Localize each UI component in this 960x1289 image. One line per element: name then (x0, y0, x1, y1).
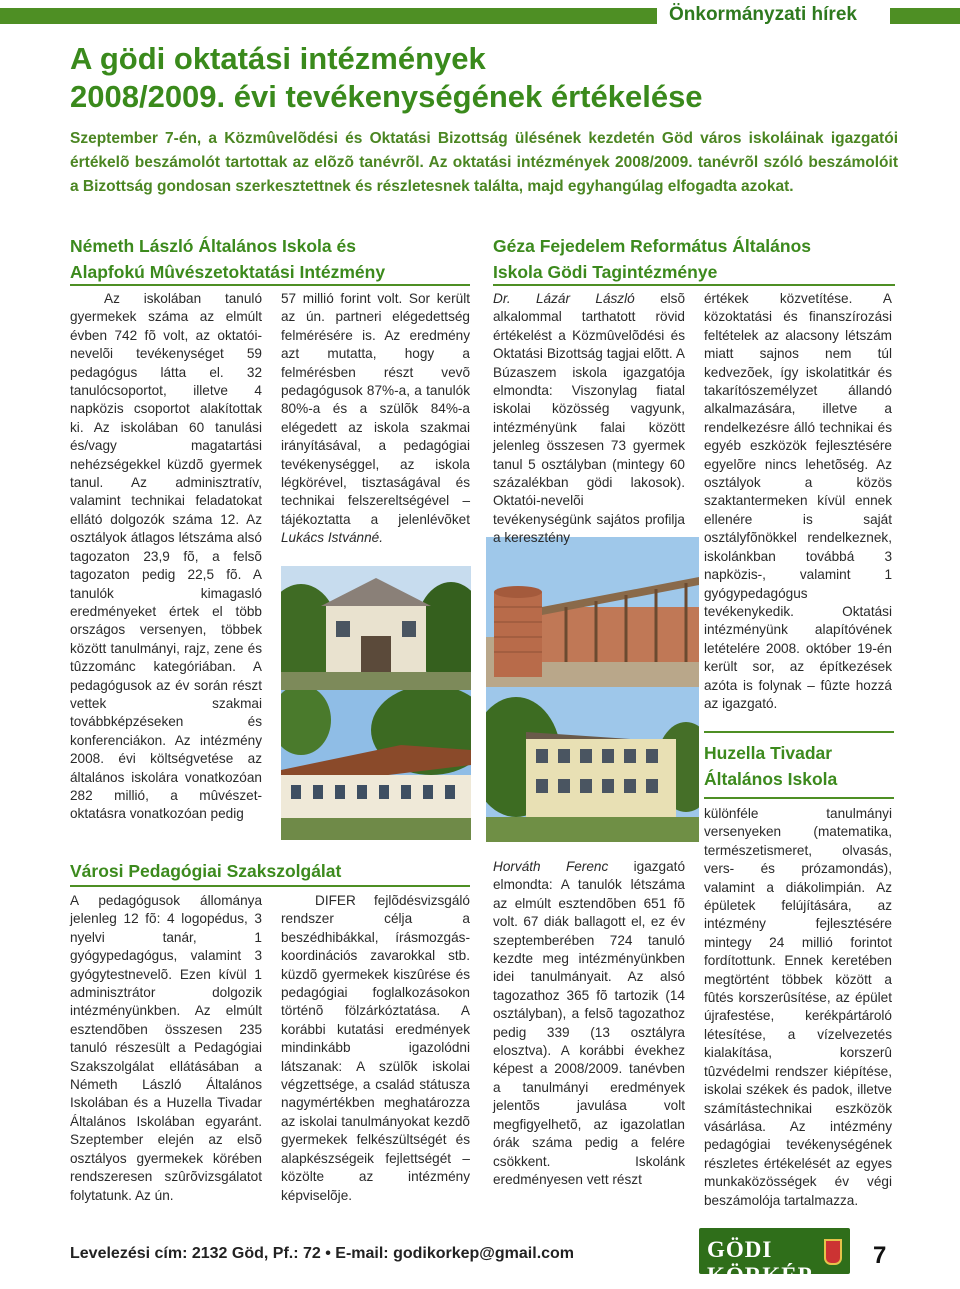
huzella-text-2: különféle tanulmányi versenyeken (matematika, természetismeret, olvasás, vers- és prózamondás), valamint a diákolimpián. Az épületek felújítására, az intézmény fejlesztésére mintegy 24 millió forintot fordítottunk. Ennek keretében megtörtént többek között a fûtés korszerûsítése, az épület újrafestése, kerékpártároló létesítése, a vízelvezetés kialakítása, korszerû tûzvédelmi rendszer kiépítése, iskolai székek és padok, illetve számítástechnikai eszközök vásárlása. Az intézmény pedagógiai tevékenységének részletes értékelését az egyes munkaközösségek év végi beszámolója tartalmazza. (704, 806, 892, 1208)
huzella-text-1-body: igazgató elmondta: A tanulók létszáma az elmúlt esztendõben 651 fõ volt. 67 diák ballagott el, ez év szeptemberében 724 tanuló kezdte meg intézményünkben idei tanulmányait. Az alsó tagozathoz 365 fõ tartozik (14 osztályban), a felsõ tagozathoz pedig 339 (13 osztályra elosztva). A korábbi évekhez képest a 2008/2009. tanévben a tanulmányi eredmények jelentõs javulása volt megfigyelhetõ, az igazolatlan órák száma pedig a felére csökkent. Iskolánk eredményesen vett részt (493, 859, 686, 1187)
masthead-logo (699, 1228, 850, 1288)
title-line-1: A gödi oktatási intézmények (70, 41, 486, 76)
school-photo-middle (281, 690, 471, 840)
huzella-heading-line-1: Huzella Tivadar (704, 743, 833, 763)
varosi-text-1: A pedagógusok állománya jelenleg 12 fõ: 4 logopédus, 3 nyelvi tanár, 1 gyógypedagógus, valamint 3 gyógytestnevelõ. Ezen kívül 1 adminisztrátor dolgozik intézményünkben. Az elmúlt esztendõben összesen 235 tanuló részesült a Pedagógiai Szakszolgálat ellátásában a Németh László Általános Iskolában és a Huzella Tivadar Általános Iskolában egyaránt. Szeptember elején az elsõ osztályos gyermekek körében rendszeresen szûrõvizsgálatot folytatunk. Az ún. (70, 893, 262, 1203)
huzella-heading (704, 740, 837, 792)
varosi-column-1 (70, 892, 262, 1205)
huzella-top-rule (704, 731, 894, 733)
huzella-principal-name: Horváth Ferenc (493, 859, 609, 874)
section-tag: Önkormányzati hírek (669, 4, 857, 25)
geza-text-1-body: elsõ alkalommal tarthatott rövid értékelést a Közmûvelõdési és Oktatási Bizottság tagjai elõtt. A Búzaszem iskola igazgatója elmondta: Viszonylag fiatal iskolai közösség vagyunk, intézményünk falai között jelenleg összesen 73 gyermek tanul 5 osztályban (mintegy 60 százalékban gödi lakosok). Oktatói-nevelõi tevékenységünk sajátos profilja a keresztény (493, 291, 686, 546)
coat-of-arms-icon (824, 1239, 842, 1265)
huzella-column-2 (704, 805, 892, 1210)
nemeth-principal-name: Lukács Istvánné. (281, 530, 384, 546)
nemeth-text-2 (281, 290, 470, 548)
footer-contact: Levelezési cím: 2132 Göd, Pf.: 72 • E-mail: godikorkep@gmail.com (70, 1245, 575, 1262)
varosi-column-2 (281, 892, 470, 1205)
geza-heading-rule (493, 284, 895, 286)
nemeth-text-1: Az iskolában tanuló gyermekek száma az elmúlt évben 742 fõ volt, az oktatói-nevelõi tevékenységet 59 pedagógus látta el. 32 tanulócsoportot, illetve 4 napközis csoportot alakítottak ki. Az iskolában 60 tanulási és/vagy magatartási nehézségekkel küzdõ gyermek tanul. Az adminisztratív, valamint technikai feladatokat ellátó dolgozók száma 12. Az osztályok átlagos létszáma alsó tagozaton 23,9 fõ, a felsõ tagozaton pedig 22,5 fõ. A tanulók kimagasló eredményeket értek el több országos versenyen, többek között tanulmányi, rajz, zene és tûzzománc kategóriában. A pedagógusok az év során részt vettek szakmai továbbképzéseken és konferenciákon. Az intézmény 2008. évi költségvetése az általános iskolára vonatkozóan 282 millió, a mûvészet-oktatásra vonatkozóan pedig (70, 291, 262, 822)
school-photo-top (281, 566, 471, 690)
geza-principal-name: Dr. Lázár László (493, 291, 635, 306)
huzella-column-1 (493, 858, 685, 1189)
geza-heading-line-1: Géza Fejedelem Református Általános (493, 236, 812, 256)
page-number: 7 (873, 1242, 887, 1269)
nemeth-heading-line-2: Alapfokú Mûvészetoktatási Intézmény (70, 262, 386, 282)
varosi-heading-rule (70, 885, 470, 887)
nemeth-heading (70, 233, 385, 285)
nemeth-heading-line-1: Németh László Általános Iskola és (70, 236, 356, 256)
nemeth-heading-rule (70, 284, 470, 286)
page-title (70, 40, 703, 116)
geza-column-1 (493, 290, 685, 548)
geza-text-2: értékek közvetítése. A közoktatási és finanszírozási feltételek az alacsony létszám miatt sajnos nem túl kedvezõek, így iskolatitkár és takarítószemélyzet állandó alkalmazására, illetve a rendelkezésre álló technikai és egyéb eszközök fejlesztésére egyelõre nincs lehetõség. Az osztályok a közös szaktantermeken kívül ennek ellenére is saját osztályfõnökkel rendelkeznek, iskolánkban továbbá 3 napközis-, valamint 1 gyógypedagógus tevékenykedik. Oktatási intézményünk alapítóvének letételére 2008. október 19-én került sor, az építkezések azóta is folynak – fûzte hozzá az igazgató. (704, 291, 892, 711)
geza-text-1 (493, 290, 685, 548)
masthead-text: GÖDI KÖRKÉP (707, 1237, 813, 1288)
header-bar-left (0, 8, 657, 24)
varosi-heading: Városi Pedagógiai Szakszolgálat (70, 861, 342, 881)
geza-heading-line-2: Iskola Gödi Tagintézménye (493, 262, 718, 282)
title-line-2: 2008/2009. évi tevékenységének értékelése (70, 79, 703, 114)
geza-column-2 (704, 290, 892, 713)
huzella-bottom-rule (704, 797, 894, 799)
nemeth-column-2 (281, 290, 470, 548)
construction-photo (486, 537, 699, 687)
intro-paragraph: Szeptember 7-én, a Közmûvelõdési és Oktatási Bizottság ülésének kezdetén Göd város iskoláinak igazgatói értékelõ beszámolót tartottak az elõzõ tanévrõl. Az oktatási intézmények 2008/2009. tanévrõl szóló beszámolóit a Bizottság gondosan szerkesztettnek és részletesnek találta, majd egyhangúlag elfogadta azokat. (70, 130, 898, 195)
varosi-text-2: DIFER fejlõdésvizsgáló rendszer célja a beszédhibákkal, írásmozgás-koordinációs zavarokkal stb. küzdõ gyermekek kiszûrése és pedagógiai foglalkozásokon történõ fölzárkóztatása. A korábbi kutatási eredmények mindinkább igazolódni látszanak: A szülõk iskolai végzettsége, a család státusza nagymértékben meghatározza az iskolai tanulmányokat kezdõ gyermekek felkészültségét és alapkészségeik fejlettségét – közölte az intézmény képviselõje. (281, 893, 470, 1203)
header-bar-right (890, 8, 960, 24)
nemeth-column-1 (70, 290, 262, 824)
huzella-photo (486, 687, 699, 842)
geza-heading (493, 233, 811, 285)
huzella-heading-line-2: Általános Iskola (704, 769, 838, 789)
huzella-text-1 (493, 858, 685, 1189)
nemeth-text-2-body: 57 millió forint volt. Sor került az ún. partneri elégedettség felmérésére is. Az eredmény azt mutatta, hogy a felmérésben részt vevõ pedagógusok 87%-a, a tanulók 80%-a és a szülõk 84%-a elégedett az iskola szakmai irányításával, a pedagógiai tevékenységgel, az iskola légkörével, tisztaságával és technikai felszereltségével – tájékoztatta a jelenlévõket (281, 291, 470, 527)
